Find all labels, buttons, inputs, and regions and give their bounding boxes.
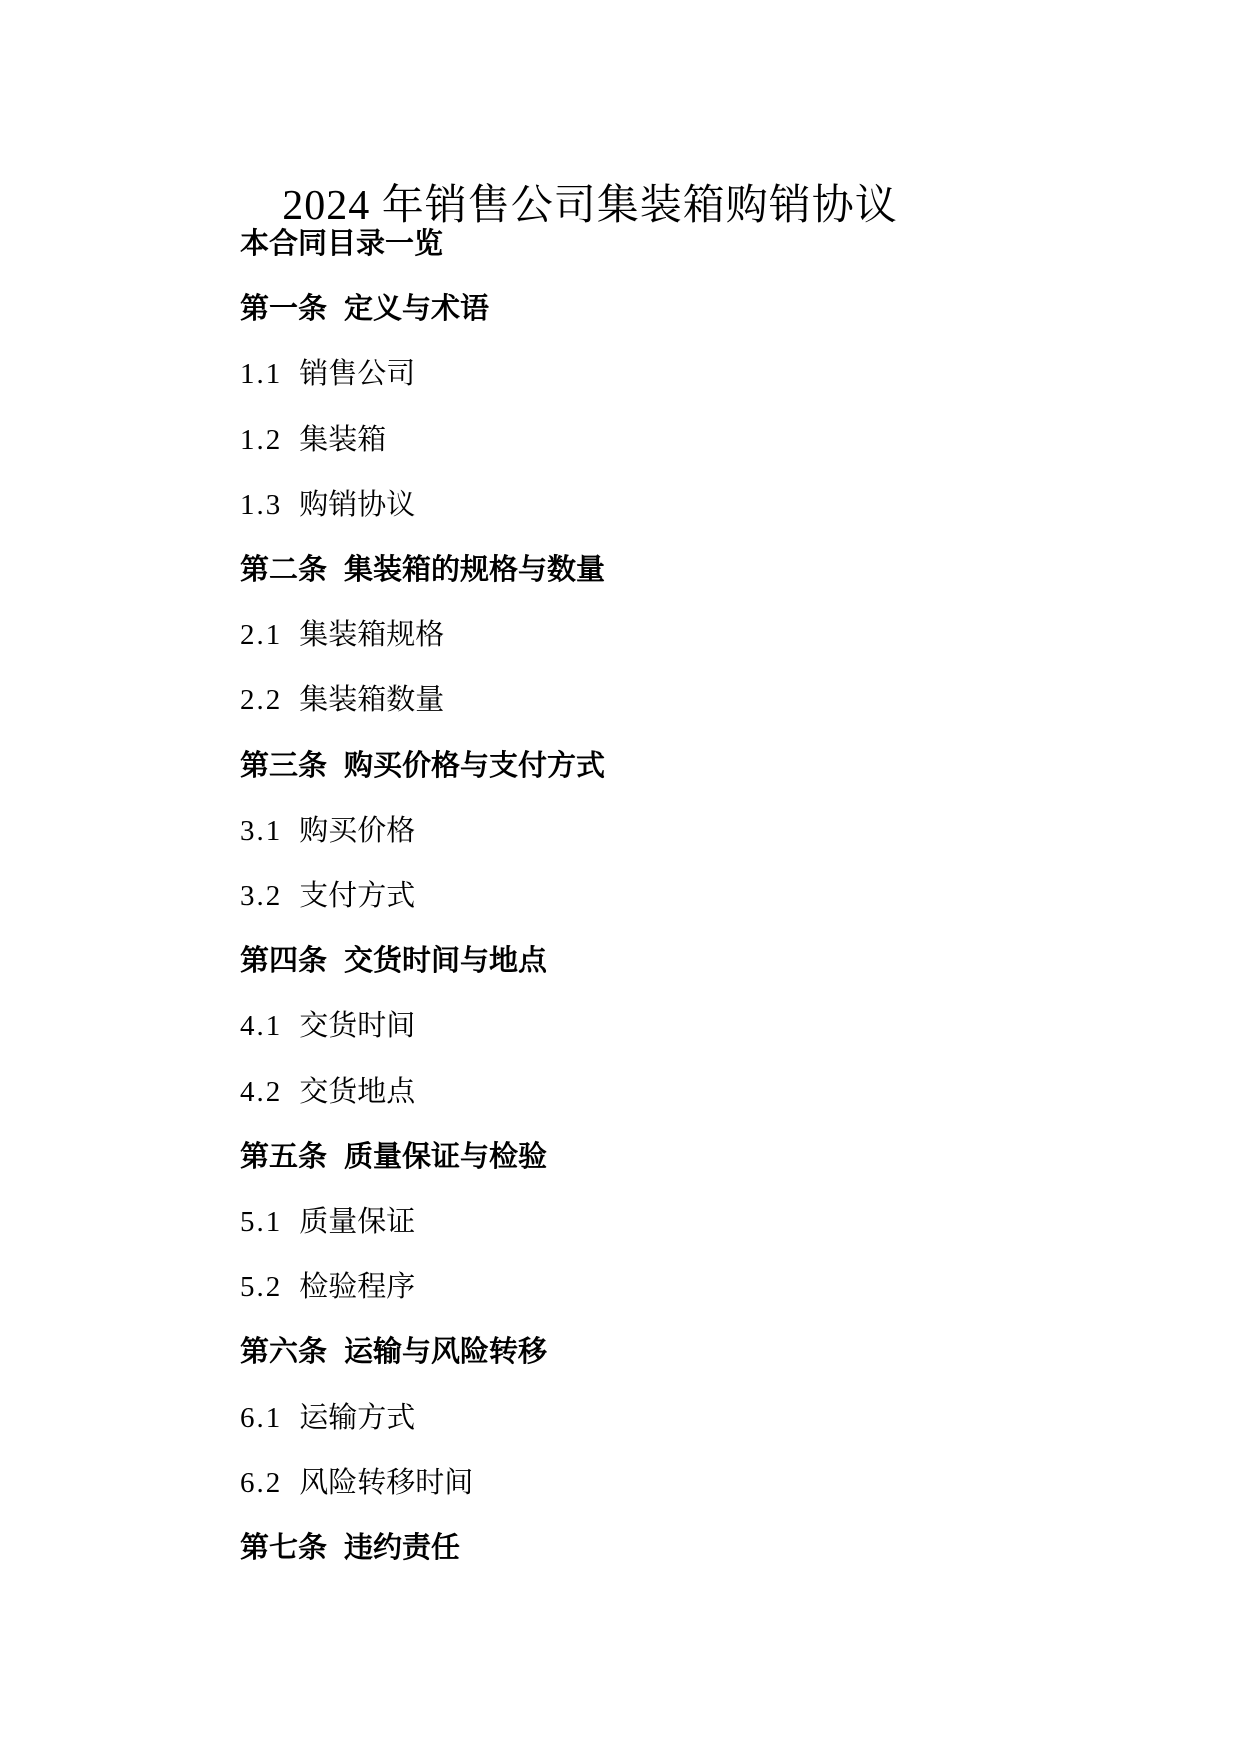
toc-chapter-19	[0, 1516, 1240, 1581]
toc-item-12	[0, 1060, 1240, 1125]
toc-entry-label: 风险转移时间	[299, 1466, 474, 1499]
toc-entry-number: 第三条	[240, 749, 328, 782]
toc-entry-label: 交货地点	[299, 1075, 416, 1108]
toc-entry-label: 违约责任	[344, 1532, 461, 1565]
toc-list	[0, 212, 1240, 1581]
toc-entry-label: 运输方式	[299, 1401, 416, 1434]
toc-entry-number: 4.2	[240, 1075, 283, 1108]
toc-chapter-16	[0, 1320, 1240, 1385]
toc-entry-number: 4.1	[240, 1010, 283, 1043]
toc-entry-label: 支付方式	[299, 880, 416, 913]
toc-entry-number: 6.2	[240, 1466, 283, 1499]
toc-entry-number: 1.1	[240, 358, 283, 391]
toc-entry-number: 3.1	[240, 814, 283, 847]
toc-entry-label: 检验程序	[299, 1271, 416, 1304]
toc-item-14	[0, 1190, 1240, 1255]
toc-item-3	[0, 473, 1240, 538]
toc-entry-label: 交货时间与地点	[344, 945, 548, 978]
toc-entry-number: 第一条	[240, 293, 328, 326]
toc-chapter-13	[0, 1125, 1240, 1190]
toc-item-17	[0, 1386, 1240, 1451]
toc-entry-number: 第七条	[240, 1532, 328, 1565]
toc-entry-label: 质量保证与检验	[344, 1140, 548, 1173]
toc-entry-number: 第二条	[240, 554, 328, 587]
toc-item-1	[0, 342, 1240, 407]
toc-entry-number: 6.1	[240, 1401, 283, 1434]
toc-chapter-4	[0, 538, 1240, 603]
toc-item-15	[0, 1255, 1240, 1320]
toc-entry-label: 集装箱	[299, 423, 387, 456]
toc-item-6	[0, 668, 1240, 733]
toc-entry-label: 销售公司	[299, 358, 416, 391]
toc-chapter-7	[0, 734, 1240, 799]
toc-entry-number: 2.1	[240, 619, 283, 652]
toc-entry-label: 集装箱规格	[299, 619, 445, 652]
toc-entry-label: 购买价格与支付方式	[344, 749, 606, 782]
toc-entry-number: 第四条	[240, 945, 328, 978]
toc-entry-number: 5.1	[240, 1206, 283, 1239]
toc-heading	[0, 212, 1240, 277]
toc-entry-number: 2.2	[240, 684, 283, 717]
toc-entry-number: 第五条	[240, 1140, 328, 1173]
toc-entry-label: 质量保证	[299, 1206, 416, 1239]
toc-entry-number: 3.2	[240, 880, 283, 913]
toc-entry-label: 购销协议	[299, 488, 416, 521]
toc-entry-label: 运输与风险转移	[344, 1336, 548, 1369]
toc-chapter-0	[0, 277, 1240, 342]
toc-entry-number: 1.3	[240, 488, 283, 521]
toc-heading-text: 本合同目录一览	[240, 228, 444, 260]
toc-entry-label: 购买价格	[299, 814, 416, 847]
toc-entry-number: 5.2	[240, 1271, 283, 1304]
toc-entry-label: 定义与术语	[344, 293, 490, 326]
toc-item-9	[0, 864, 1240, 929]
toc-item-2	[0, 408, 1240, 473]
toc-entry-label: 交货时间	[299, 1010, 416, 1043]
toc-entry-number: 1.2	[240, 423, 283, 456]
toc-item-11	[0, 994, 1240, 1059]
toc-item-5	[0, 603, 1240, 668]
toc-item-8	[0, 799, 1240, 864]
toc-entry-number: 第六条	[240, 1336, 328, 1369]
toc-entry-label: 集装箱数量	[299, 684, 445, 717]
toc-item-18	[0, 1451, 1240, 1516]
toc-chapter-10	[0, 929, 1240, 994]
doc-title: 2024 年销售公司集装箱购销协议	[282, 183, 898, 230]
toc-entry-label: 集装箱的规格与数量	[344, 554, 606, 587]
